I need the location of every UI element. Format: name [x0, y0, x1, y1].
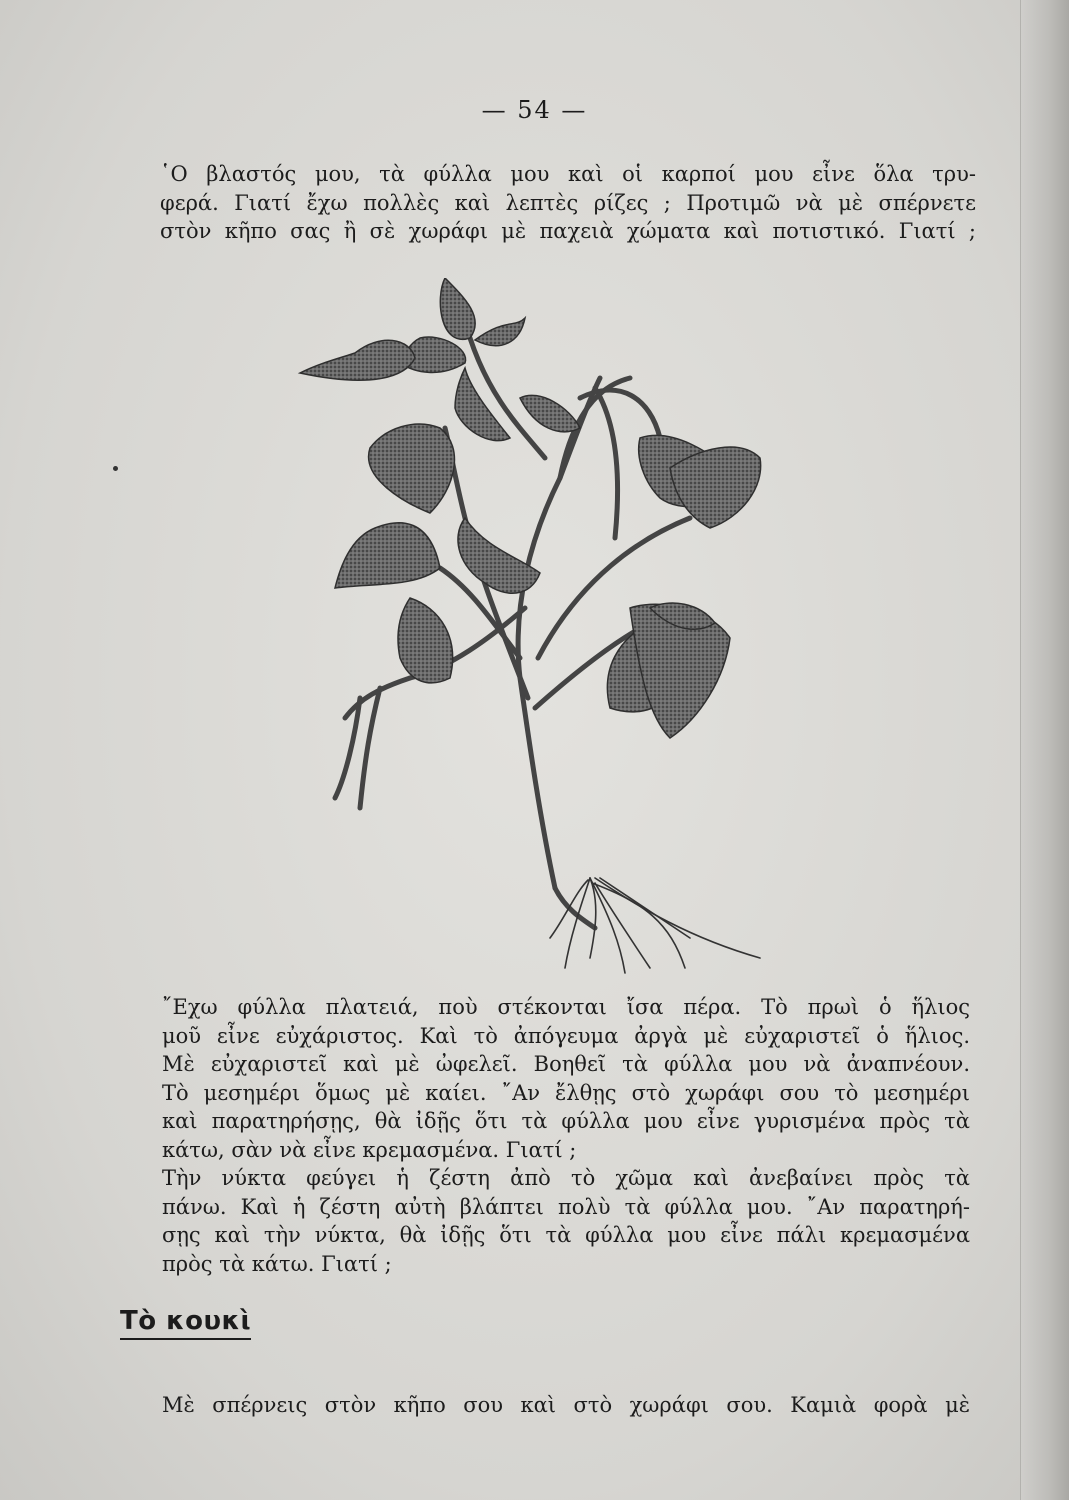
paragraph-3 [162, 1391, 970, 1420]
text-line: Τὸ μεσημέρι ὅμως μὲ καίει. ῎Αν ἔλθῃς στὸ χωράφι σου τὸ μεσημέρι [162, 1080, 970, 1105]
text-line: Μὲ σπέρνεις στὸν κῆπο σου καὶ στὸ χωράφι σου. Καμιὰ φορὰ μὲ [162, 1393, 970, 1417]
text-line: μοῦ εἶνε εὐχάριστος. Καὶ τὸ ἀπόγευμα ἀργὰ μὲ εὐχαριστεῖ ὁ ἥλιος. [162, 1023, 970, 1048]
print-speck [113, 466, 118, 471]
plant-roots [550, 878, 760, 973]
main-stem [518, 378, 600, 888]
text-line: Μὲ εὐχαριστεῖ καὶ μὲ ὠφελεῖ. Βοηθεῖ τὰ φύλλα μου νὰ ἀναπνέουν. [162, 1052, 970, 1076]
text-line: σῃς καὶ τὴν νύκτα, θὰ ἰδῇς ὅτι τὰ φύλλα μου εἶνε πάλι κρεμασμένα [162, 1223, 970, 1247]
paragraph-1 [160, 160, 976, 246]
text-line: φερά. Γιατί ἔχω πολλὲς καὶ λεπτὲς ρίζες ; Προτιμῶ νὰ μὲ σπέρνετε [160, 190, 976, 215]
plant-illustration [290, 278, 790, 978]
text-line: πάνω. Καὶ ἡ ζέστη αὐτὴ βλάπτει πολὺ τὰ φύλλα μου. ῎Αν παρατηρή- [162, 1194, 970, 1219]
page-number: — 54 — [481, 96, 588, 124]
section-title: Τὸ κουκὶ [120, 1306, 251, 1340]
text-line: στὸν κῆπο σας ἢ σὲ χωράφι μὲ παχειὰ χώματα καὶ ποτιστικό. Γιατί ; [160, 219, 976, 243]
plant-leaves [300, 278, 761, 738]
book-gutter [1020, 0, 1069, 1500]
text-line: Τὴν νύκτα φεύγει ἡ ζέστη ἀπὸ τὸ χῶμα καὶ ἀνεβαίνει πρὸς τὰ [162, 1166, 970, 1190]
text-line: ῾Ο βλαστός μου, τὰ φύλλα μου καὶ οἱ καρποί μου εἶνε ὅλα τρυ- [160, 162, 976, 186]
paragraph-2 [162, 993, 970, 1278]
text-line: καὶ παρατηρήσῃς, θὰ ἰδῇς ὅτι τὰ φύλλα μου εἶνε γυρισμένα πρὸς τὰ [162, 1109, 970, 1133]
text-line: πρὸς τὰ κάτω. Γιατί ; [162, 1251, 392, 1276]
text-line: ῎Εχω φύλλα πλατειά, ποὺ στέκονται ἴσα πέρα. Τὸ πρωὶ ὁ ἥλιος [162, 995, 970, 1019]
text-line: κάτω, σὰν νὰ εἶνε κρεμασμένα. Γιατί ; [162, 1137, 577, 1162]
